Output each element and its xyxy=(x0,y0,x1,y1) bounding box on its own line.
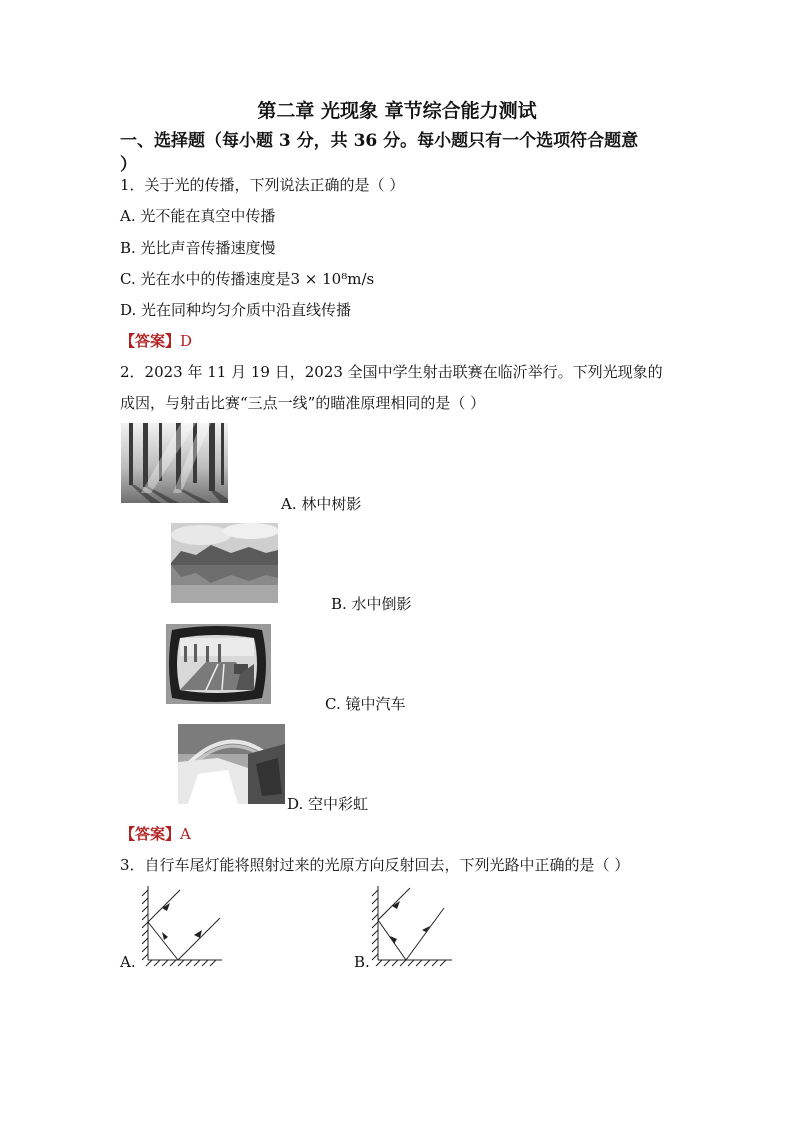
q1-option-a: A. 光不能在真空中传播 xyxy=(120,207,276,225)
q2-stem-line2: 成因，与射击比赛“三点一线”的瞄准原理相同的是（ ） xyxy=(120,394,486,412)
forest-shadow-photo xyxy=(121,423,228,503)
q1-answer xyxy=(120,330,192,351)
q3-stem: 3．自行车尾灯能将照射过来的光原方向反射回去，下列光路中正确的是（ ） xyxy=(120,856,630,874)
ray-diagram-b xyxy=(370,882,460,967)
answer-value: D xyxy=(180,332,193,350)
ray-diagram-a xyxy=(140,882,230,967)
q1-option-b: B. 光比声音传播速度慢 xyxy=(120,239,276,257)
car-mirror-photo xyxy=(166,624,271,704)
q2-stem-line1: 2．2023 年 11 月 19 日，2023 全国中学生射击联赛在临沂举行。下列光现象的 xyxy=(120,363,663,381)
page-title: 第二章 光现象 章节综合能力测试 xyxy=(257,100,537,122)
q2-option-a-label: A. 林中树影 xyxy=(281,495,362,513)
q1-option-d: D. 光在同种均匀介质中沿直线传播 xyxy=(120,301,352,319)
q2-option-d-label: D. 空中彩虹 xyxy=(287,795,369,813)
q1-stem: 1．关于光的传播，下列说法正确的是（ ） xyxy=(120,176,405,194)
answer-value: A xyxy=(180,825,191,843)
waterfall-rainbow-photo xyxy=(178,724,285,804)
q2-answer xyxy=(120,823,191,844)
q2-option-b-label: B. 水中倒影 xyxy=(331,595,412,613)
answer-tag: 【答案】 xyxy=(120,825,181,843)
answer-tag: 【答案】 xyxy=(120,332,181,350)
q2-option-c-label: C. 镜中汽车 xyxy=(325,695,406,713)
section-heading: 一、选择题（每小题 3 分，共 36 分。每小题只有一个选项符合题意 xyxy=(120,131,639,151)
q3-option-a-label: A. xyxy=(120,953,136,971)
q3-option-b-label: B. xyxy=(354,953,370,971)
lake-reflection-photo xyxy=(171,523,278,603)
q1-option-c: C. 光在水中的传播速度是3 × 10⁸m/s xyxy=(120,270,375,288)
section-heading-continued: ） xyxy=(120,155,137,175)
